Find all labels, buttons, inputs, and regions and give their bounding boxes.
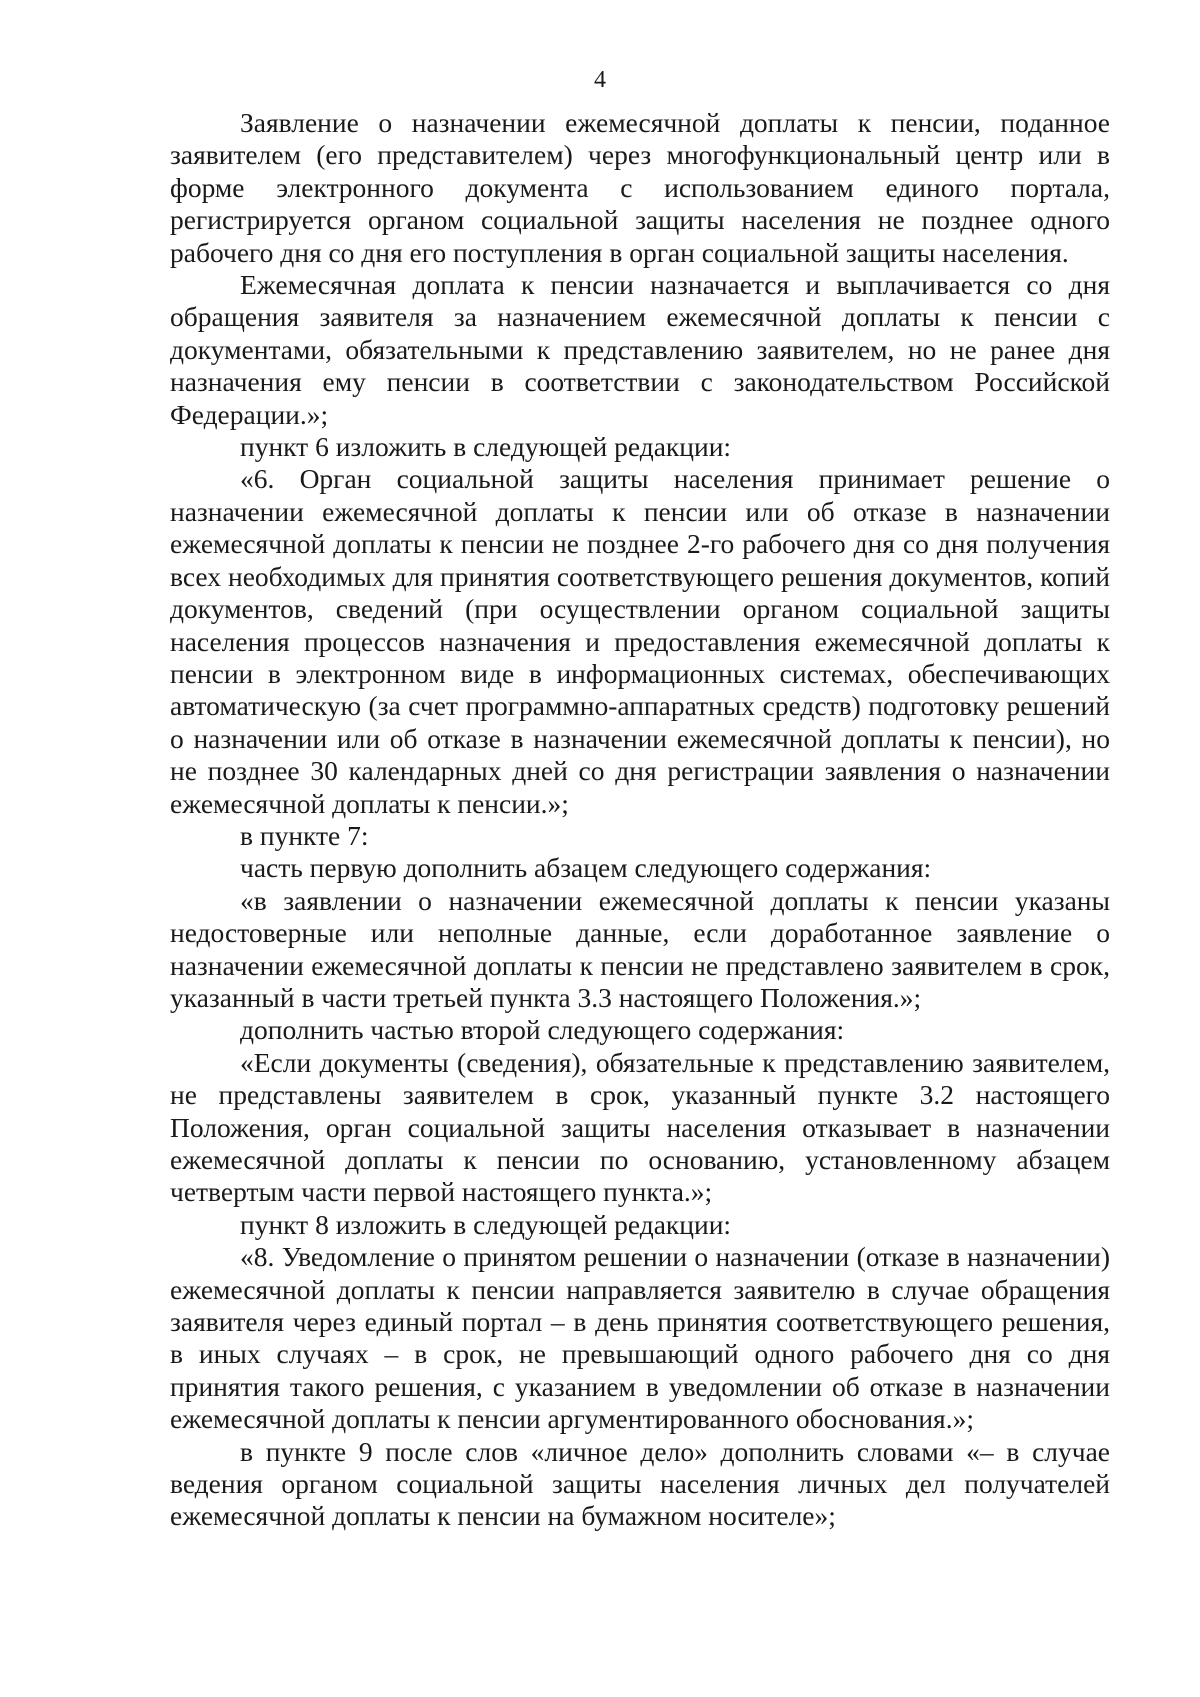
document-body xyxy=(170,107,1110,1533)
paragraph-item-7-intro: в пункте 7: xyxy=(240,819,369,851)
paragraph-item-7-part-1-intro: часть первую дополнить абзацем следующего содержания: xyxy=(240,852,932,884)
paragraph-item-9-text: в пункте 9 после слов «личное дело» дополнить словами «– в случае ведения органом социальной защиты населения личных дел получателей ежемесячной доплаты к пенсии на бумажном носителе»; xyxy=(170,1435,1110,1532)
paragraph-item-7-part-2-intro: дополнить частью второй следующего содержания: xyxy=(240,1014,845,1046)
paragraph-item-7-part-2-text: «Если документы (сведения), обязательные к представлению заявителем, не представлены заявителем в срок, указанный пункте 3.2 настоящего Положения, орган социальной защиты населения отказывает в назначении ежемесячной доплаты к пенсии по основанию, установленному абзацем четвертым части первой настоящего пункта.»; xyxy=(170,1046,1110,1208)
paragraph-application-registration: Заявление о назначении ежемесячной доплаты к пенсии, поданное заявителем (его представителем) через многофункциональный центр или в форме электронного документа с использованием единого портала, регистрируется органом социальной защиты населения не позднее одного рабочего дня со дня его поступления в орган социальной защиты населения. xyxy=(170,107,1110,268)
paragraph-item-8-text: «8. Уведомление о принятом решении о назначении (отказе в назначении) ежемесячной доплаты к пенсии направляется заявителю в случае обращения заявителя через единый портал – в день принятия соответствующего решения, в иных случаях – в срок, не превышающий одного рабочего дня со дня принятия такого решения, с указанием в уведомлении об отказе в назначении ежемесячной доплаты к пенсии аргументированного обоснования.»; xyxy=(170,1241,1110,1435)
paragraph-item-8-intro: пункт 8 изложить в следующей редакции: xyxy=(240,1208,732,1240)
paragraph-payment-start: Ежемесячная доплата к пенсии назначается и выплачивается со дня обращения заявителя за назначением ежемесячной доплаты к пенсии с документами, обязательными к представлению заявителем, но не ранее дня назначения ему пенсии в соответствии с законодательством Российской Федерации.»; xyxy=(170,269,1110,430)
paragraph-item-7-part-1-text: «в заявлении о назначении ежемесячной доплаты к пенсии указаны недостоверные или неполные данные, если доработанное заявление о назначении ежемесячной доплаты к пенсии не представлено заявителем в срок, указанный в части третьей пункта 3.3 настоящего Положения.»; xyxy=(170,884,1110,1013)
paragraph-item-6-text: «6. Орган социальной защиты населения принимает решение о назначении ежемесячной доплаты к пенсии или об отказе в назначении ежемесячной доплаты к пенсии не позднее 2-го рабочего дня со дня получения всех необходимых для принятия соответствующего решения документов, копий документов, сведений (при осуществлении органом социальной защиты населения процессов назначения и предоставления ежемесячной доплаты к пенсии в электронном виде в информационных системах, обеспечивающих автоматическую (за счет программно-аппаратных средств) подготовку решений о назначении или об отказе в назначении ежемесячной доплаты к пенсии), но не позднее 30 календарных дней со дня регистрации заявления о назначении ежемесячной доплаты к пенсии.»; xyxy=(170,463,1110,819)
page-number: 4 xyxy=(594,67,606,93)
paragraph-item-6-intro: пункт 6 изложить в следующей редакции: xyxy=(240,431,732,463)
